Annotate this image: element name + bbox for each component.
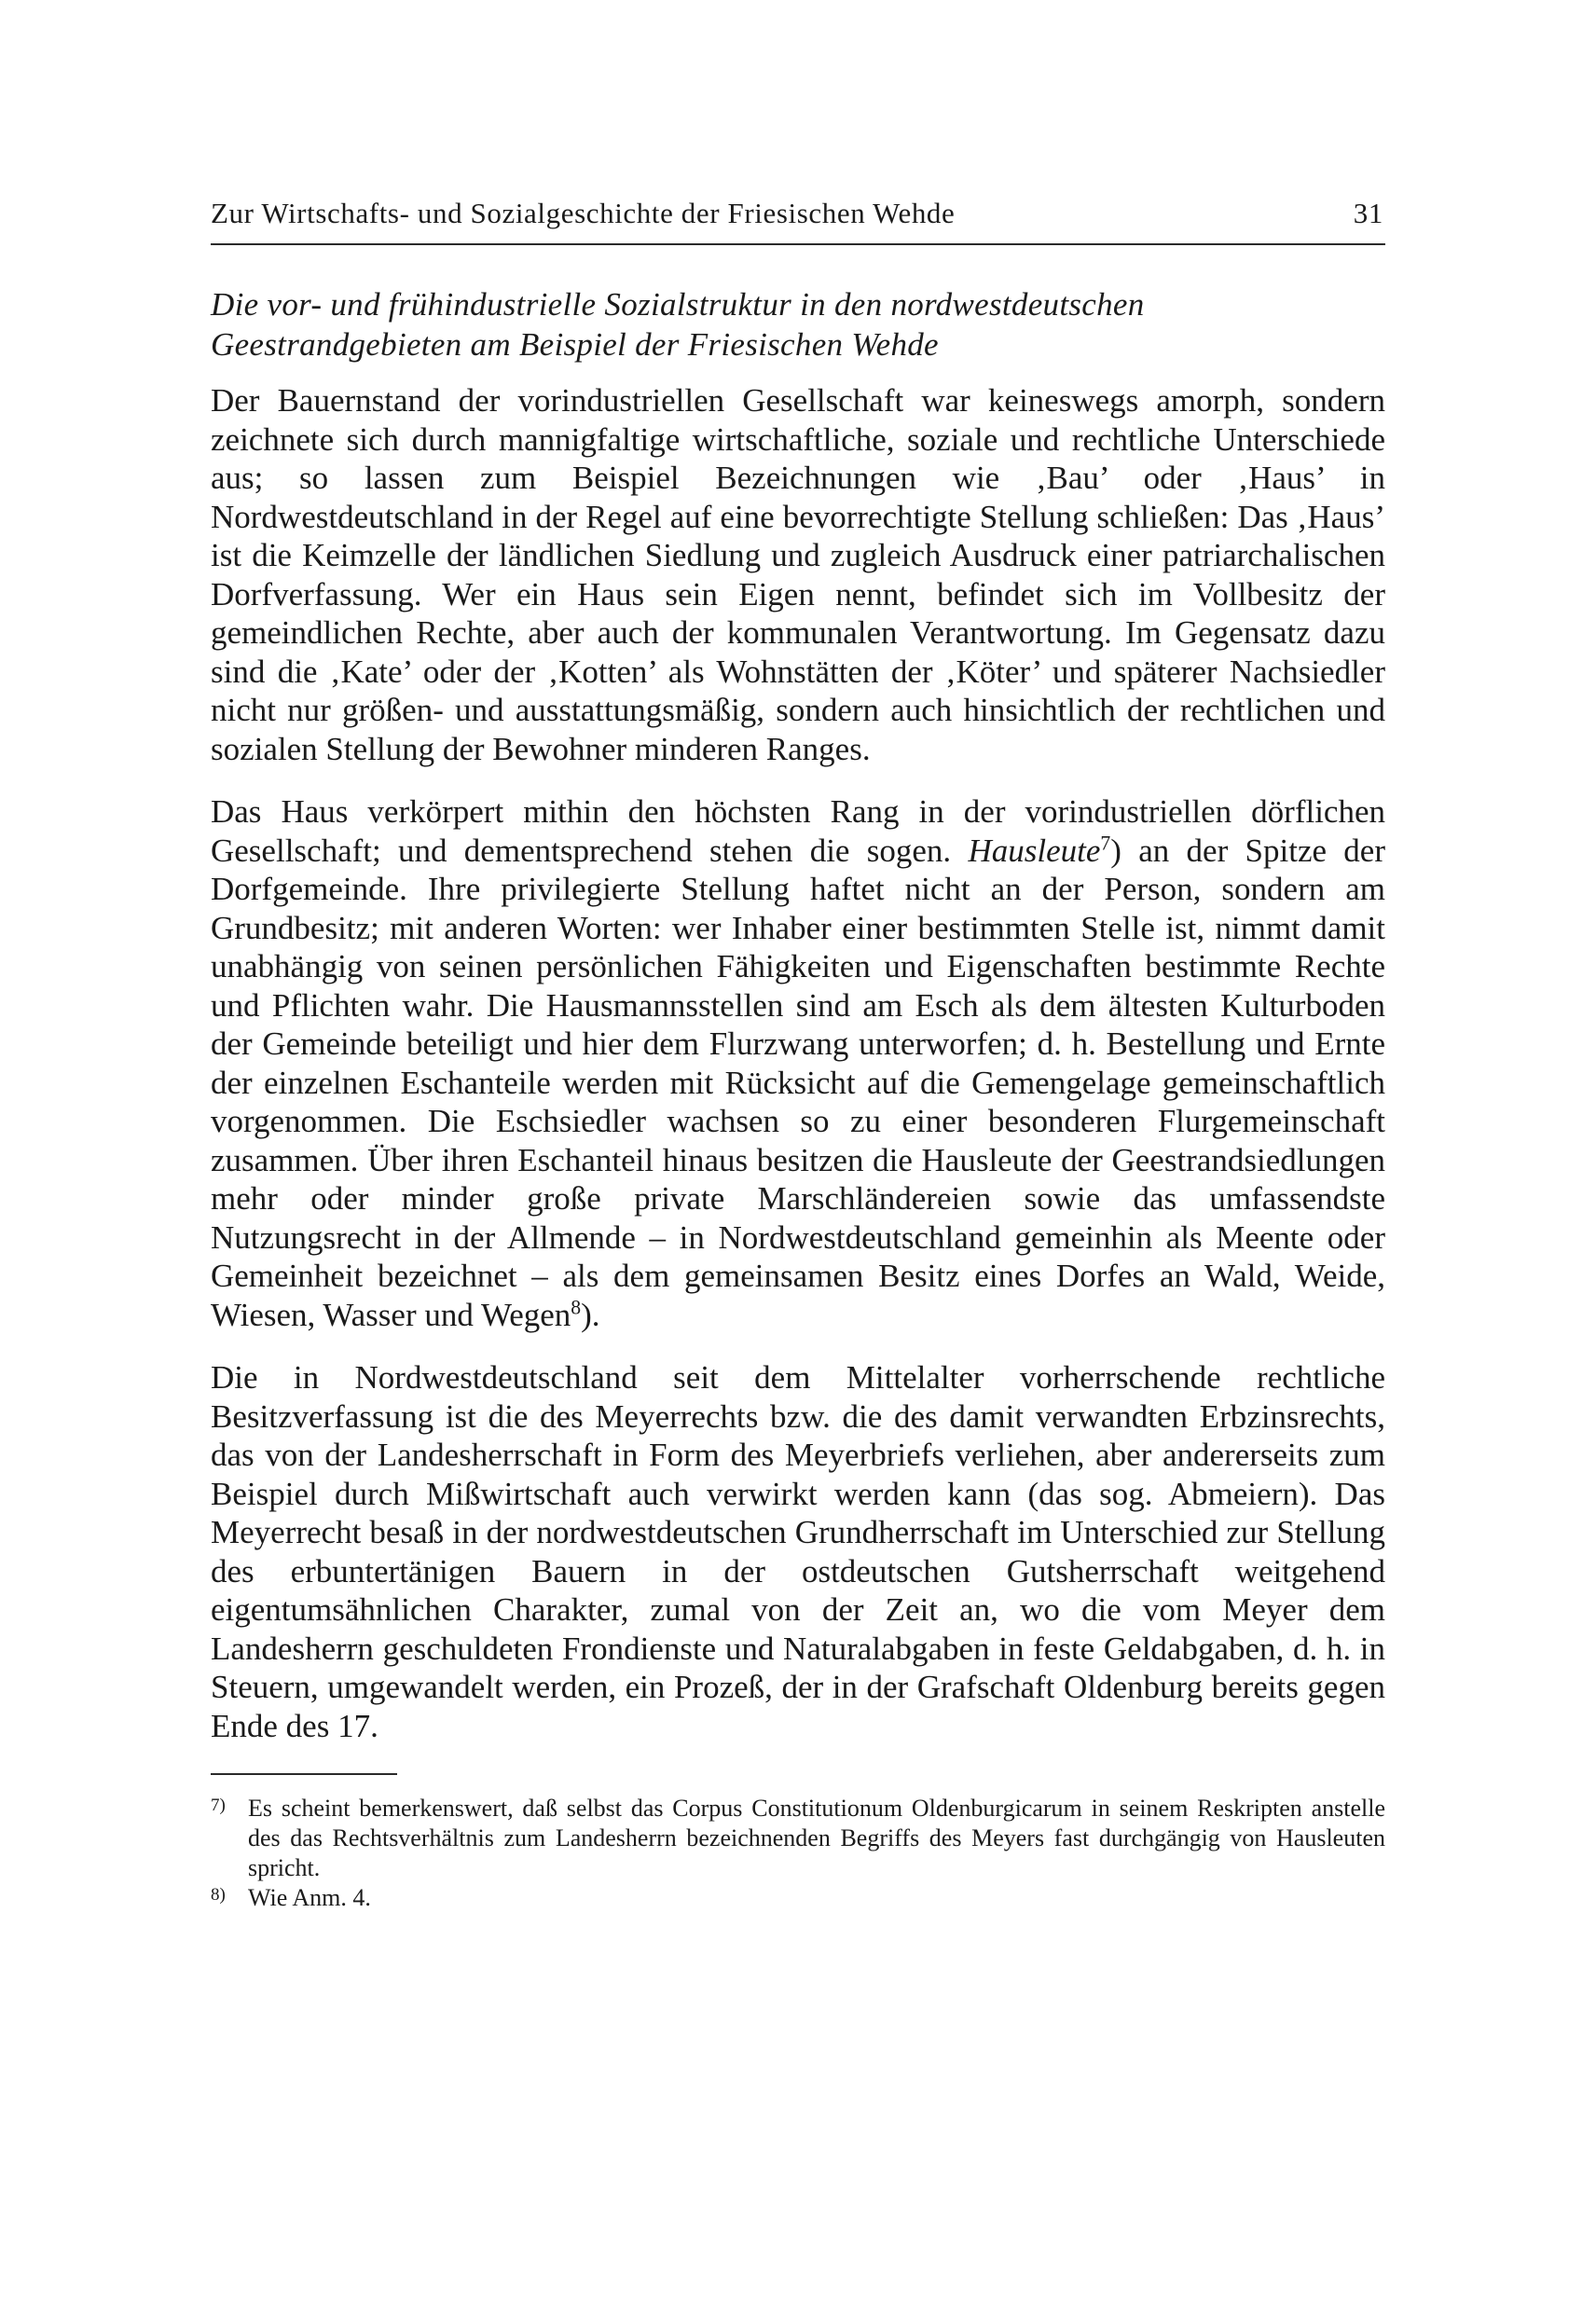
- paragraph-3: Die in Nordwestdeutschland seit dem Mittelalter vorherrschende rechtliche Besitzverfassung ist die des Meyerrechts bzw. die des damit verwandten Erbzinsrechts, das von der Landesherrschaft in Form des Meyerbriefs verliehen, aber andererseits zum Beispiel durch Mißwirtschaft auch verwirkt werden kann (das sog. Abmeiern). Das Meyerrecht besaß in der nordwestdeutschen Grundherrschaft im Unterschied zur Stellung des erbuntertänigen Bauern in der ostdeutschen Gutsherrschaft weitgehend eigentumsähnlichen Charakter, zumal von der Zeit an, wo die vom Meyer dem Landesherrn geschuldeten Frondienste und Naturalabgaben in feste Geldabgaben, d. h. in Steuern, umgewandelt werden, ein Prozeß, der in der Grafschaft Oldenburg bereits gegen Ende des 17.: [211, 1359, 1385, 1744]
- footnote-7: [211, 1794, 1385, 1883]
- paragraph-2-text-a: Das Haus verkörpert mithin den höchsten Rang in der vorindustriellen dörflichen Gesellschaft; und dementsprechend stehen die sogen.: [211, 793, 1385, 869]
- footnote-ref-8[interactable]: 8: [571, 1295, 582, 1318]
- paragraph-1: Der Bauernstand der vorindustriellen Gesellschaft war keineswegs amorph, sondern zeichnete sich durch mannigfaltige wirtschaftliche, soziale und rechtliche Unterschiede aus; so lassen zum Beispiel Bezeichnungen wie ‚Bau’ oder ‚Haus’ in Nordwestdeutschland in der Regel auf eine bevorrechtigte Stellung schließen: Das ‚Haus’ ist die Keimzelle der ländlichen Siedlung und zugleich Ausdruck einer patriarchalischen Dorfverfassung. Wer ein Haus sein Eigen nennt, befindet sich im Vollbesitz der gemeindlichen Rechte, aber auch der kommunalen Verantwortung. Im Gegensatz dazu sind die ‚Kate’ oder der ‚Kotten’ als Wohnstätten der ‚Köter’ und späterer Nachsiedler nicht nur größen- und ausstattungsmäßig, sondern auch hinsichtlich der rechtlichen und sozialen Stellung der Bewohner minderen Ranges.: [211, 382, 1385, 767]
- footnote-marker: 7): [211, 1796, 226, 1815]
- term-hausleute: Hausleute: [968, 832, 1101, 869]
- footnote-text: Es scheint bemerkenswert, daß selbst das Corpus Constitutionum Oldenburgicarum in seinem Reskripten anstelle des das Rechtsverhältnis zum Landesherrn bezeichnenden Begriffs des Meyers fast durchgängig von Hausleuten spricht.: [248, 1795, 1385, 1881]
- section-heading: Die vor- und frühindustrielle Sozialstruktur in den nordwestdeutschen Geestrandgebieten am Beispiel der Friesischen Wehde: [211, 286, 1145, 363]
- footnote-text: Wie Anm. 4.: [248, 1884, 371, 1911]
- paragraph-2-text-c: ).: [581, 1296, 600, 1333]
- footnotes: [211, 1794, 1385, 1913]
- page-number: 31: [1353, 197, 1383, 229]
- running-head: [211, 191, 1385, 245]
- footnote-8: [211, 1883, 1385, 1913]
- paragraph-2: [211, 792, 1385, 1334]
- paragraph-2-text-b: ) an der Spitze der Dorfgemeinde. Ihre privilegierte Stellung haftet nicht an der Person, sondern am Grundbesitz; mit anderen Worten: wer Inhaber einer bestimmten Stelle ist, nimmt damit unabhängig von seinen persönlichen Fähigkeiten und Eigenschaften bestimmte Rechte und Pflichten wahr. Die Hausmannsstellen sind am Esch als dem ältesten Kulturboden der Gemeinde beteiligt und hier dem Flurzwang unterworfen; d. h. Bestellung und Ernte der einzelnen Eschanteile werden mit Rücksicht auf die Gemengelage gemeinschaftlich vorgenommen. Die Eschsiedler wachsen so zu einer besonderen Flurgemeinschaft zusammen. Über ihren Eschanteil hinaus besitzen die Hausleute der Geestrandsiedlungen mehr oder minder große private Marschländereien sowie das umfassendste Nutzungsrecht in der Allmende – in Nordwestdeutschland gemeinhin als Meente oder Gemeinheit bezeichnet – als dem gemeinsamen Besitz eines Dorfes an Wald, Weide, Wiesen, Wasser und Wegen: [211, 832, 1385, 1333]
- running-head-title: Zur Wirtschafts- und Sozialgeschichte der Friesischen Wehde: [211, 197, 956, 229]
- book-page: [211, 191, 1385, 2251]
- footnote-marker: 8): [211, 1885, 226, 1905]
- footnote-ref-7[interactable]: 7: [1100, 831, 1111, 854]
- footnote-separator: [211, 1773, 397, 1775]
